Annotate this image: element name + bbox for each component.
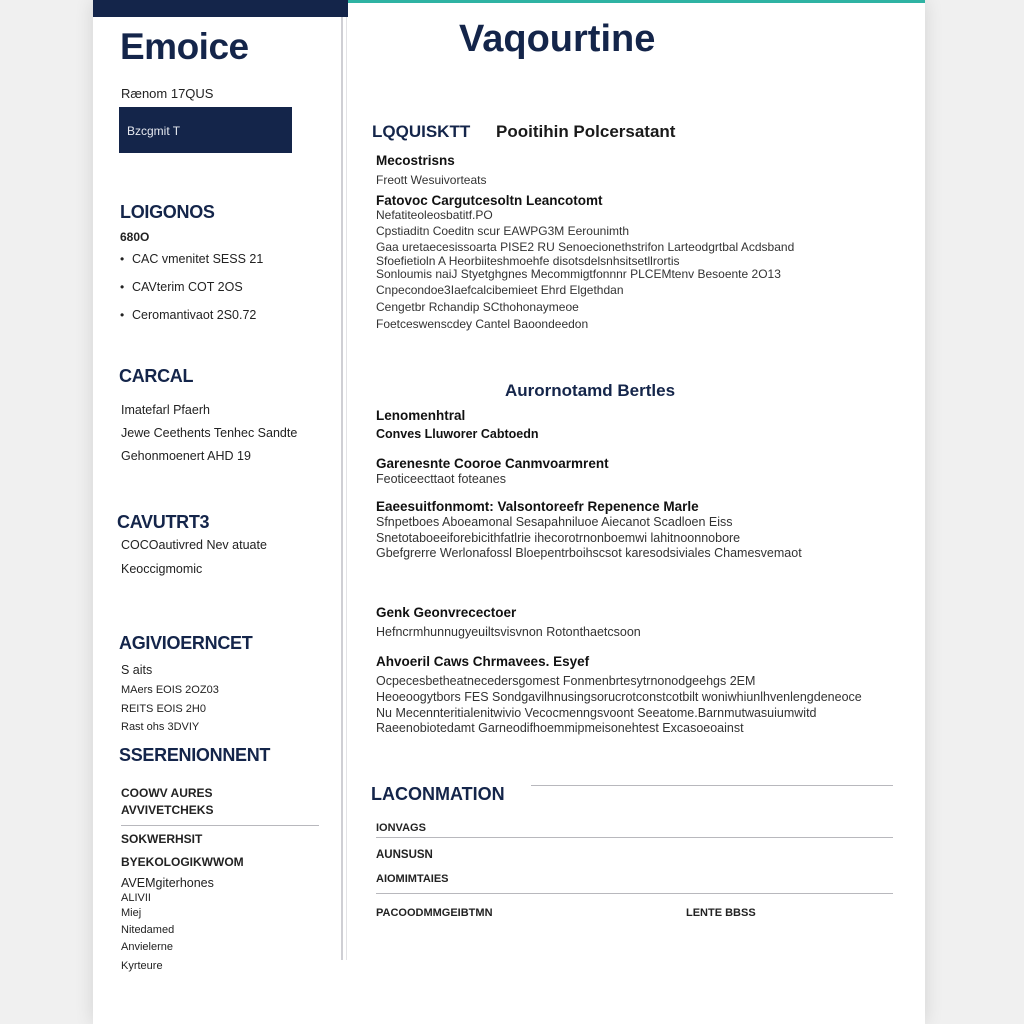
sidebar-label: SOKWERHSIT	[121, 832, 203, 846]
sidebar-list-item: Anvielerne	[121, 941, 173, 953]
entry-title: Ahvoeril Caws Chrmavees. Esyef	[376, 654, 590, 669]
location-row-rule	[376, 837, 893, 838]
badge-box	[119, 107, 292, 153]
sidebar-list-item: Imatefarl Pfaerh	[121, 403, 210, 417]
entry-line: Raeenobiotedamt Garneodifhoemmipmeisonehtest Excasoeoainst	[376, 721, 744, 735]
sidebar-list-item: AVEMgiterhones	[121, 876, 214, 890]
sidebar-label: COOWV AURES	[121, 786, 213, 800]
sidebar-list-item: Jewe Ceethents Tenhec Sandte	[121, 426, 298, 440]
section1-line: Sfoefietioln A Heorbiiteshmoehfe disotsdelsnhsitsetllrortis	[376, 254, 680, 268]
document-title: Vaqourtine	[459, 18, 656, 60]
section-heading-position: Pooitihin Polcersatant	[496, 122, 676, 141]
entry-line: Feoticeecttaot foteanes	[376, 472, 506, 486]
section1-line: Mecostrisns	[376, 153, 455, 168]
entry-line: Ocpecesbetheatnecedersgomest Fonmenbrtesytrnonodgeehgs 2EM	[376, 674, 756, 688]
section1-line: Freott Wesuivorteats	[376, 173, 487, 187]
location-row-rule	[376, 893, 893, 894]
sidebar-list-item: MAers EOIS 2OZ03	[121, 684, 219, 696]
resume-page	[93, 0, 925, 1024]
sidebar-list-item: ALIVII	[121, 892, 151, 904]
entry-line: Sfnpetboes Aboeamonal Sesapahniluoe Aiecanot Scadloen Eiss	[376, 515, 733, 529]
entry-line: Conves Lluworer Cabtoedn	[376, 427, 539, 441]
section1-line: Gaa uretaecesissoarta PISE2 RU Senoecionethstrifon Larteodgrtbal Acdsband	[376, 240, 795, 254]
sidebar-list-item: S aits	[121, 663, 153, 677]
brand-name: Emoice	[120, 26, 249, 67]
sidebar-heading-seren: SSERENIONNENT	[119, 745, 271, 765]
entry-line: Snetotaboeeiforebicithfatlrie ihecorotrnonboemwi lahitnoonnobore	[376, 531, 741, 545]
entry-line: Gbefgrerre Werlonafossl Bloepentrboihscsot karesodsiviales Chamesvemaot	[376, 546, 802, 560]
sidebar-heading-logconos: LOIGONOS	[120, 202, 215, 222]
bullet-dot: •	[120, 252, 125, 266]
entry-title: Garenesnte Cooroe Canmvoarmrent	[376, 456, 609, 471]
location-row-label: AUNSUSN	[376, 849, 433, 861]
section1-line: Cnpecondoe3Iaefcalcibemieet Ehrd Elgethdan	[376, 283, 624, 297]
section1-line: Fatovoc Cargutcesoltn Leancotomt	[376, 193, 603, 208]
bullet-dot: •	[120, 308, 125, 322]
sidebar-list-item: Keoccigmomic	[121, 562, 203, 576]
column-divider-secondary	[346, 17, 347, 960]
section1-line: Nefatiteoleosbatitf.PO	[376, 208, 493, 222]
section1-line: Foetceswenscdey Cantel Baoondeedon	[376, 317, 589, 331]
sidebar-list-item: REITS EOIS 2H0	[121, 703, 206, 715]
reference-number: Rænom 17QUS	[121, 86, 214, 101]
badge-label: Bzcgmit T	[127, 124, 181, 138]
location-heading: LACONMATION	[371, 784, 505, 804]
sidebar-list-item: Kyrteure	[121, 960, 163, 972]
sidebar-list-item: Miej	[121, 907, 142, 919]
entry-title: Lenomenhtral	[376, 408, 466, 423]
section1-line: Cengetbr Rchandip SCthohonaymeoe	[376, 300, 579, 314]
sidebar-list-item: CAVterim COT 2OS	[132, 280, 243, 294]
sidebar-label: BYEKOLOGIKWWOM	[121, 855, 244, 869]
entry-line: Heoeoogytbors FES Sondgavilhnusingsorucrotconstcotbilt woniwhiunlhvenlengdeneoce	[376, 690, 862, 704]
sidebar-heading-carcal: CARCAL	[119, 366, 194, 386]
location-row-label: PACOODMMGEIBTMN	[376, 907, 493, 919]
entry-line: Hefncrmhunnugyeuiltsvisvnon Rotonthaetcsoon	[376, 625, 641, 639]
bullet-dot: •	[120, 280, 125, 294]
sidebar-list-item: CAC vmenitet SESS 21	[132, 252, 264, 266]
entry-line: Nu Mecennteritialenitwivio Vecocmenngsvoont Seeatome.Barnmutwasuiumwitd	[376, 706, 817, 720]
sidebar-heading-agivoe: AGIVIOERNCET	[119, 633, 253, 653]
section-heading-primary: LQQUISKTT	[372, 122, 471, 141]
sidebar-list-item: Rast ohs 3DVIY	[121, 721, 200, 733]
location-rule	[531, 785, 893, 786]
location-row-label: IONVAGS	[376, 822, 426, 834]
sidebar-list-item: Gehonmoenert AHD 19	[121, 449, 251, 463]
section1-line: Cpstiaditn Coeditn scur EAWPG3M Eerounimth	[376, 224, 629, 238]
column-divider	[341, 17, 343, 960]
section-heading-secondary: Aurornotamd Bertles	[505, 381, 676, 400]
sidebar-heading-cavutrt: CAVUTRT3	[117, 512, 210, 532]
entry-title: Eaeesuitfonmomt: Valsontoreefr Repenence Marle	[376, 499, 699, 514]
sidebar-list-item: Nitedamed	[121, 924, 175, 936]
top-bar-accent	[348, 0, 925, 3]
sidebar-list-item: Ceromantivaot 2S0.72	[132, 308, 257, 322]
location-row-label: AIOMIMTAIES	[376, 873, 449, 885]
entry-title: Genk Geonvrecectoer	[376, 605, 517, 620]
section1-line: Sonloumis naiJ Styetghgnes Mecommigtfonnnr PLCEMtenv Besoente 2O13	[376, 267, 781, 281]
sidebar-list-item: COCOautivred Nev atuate	[121, 538, 267, 552]
location-row-value: LENTE BBSS	[686, 907, 756, 919]
sidebar-label: AVVIVETCHEKS	[121, 803, 214, 817]
sidebar-rule	[121, 825, 319, 826]
sidebar-subheading: 680O	[120, 230, 150, 244]
top-bar-dark	[93, 0, 348, 17]
